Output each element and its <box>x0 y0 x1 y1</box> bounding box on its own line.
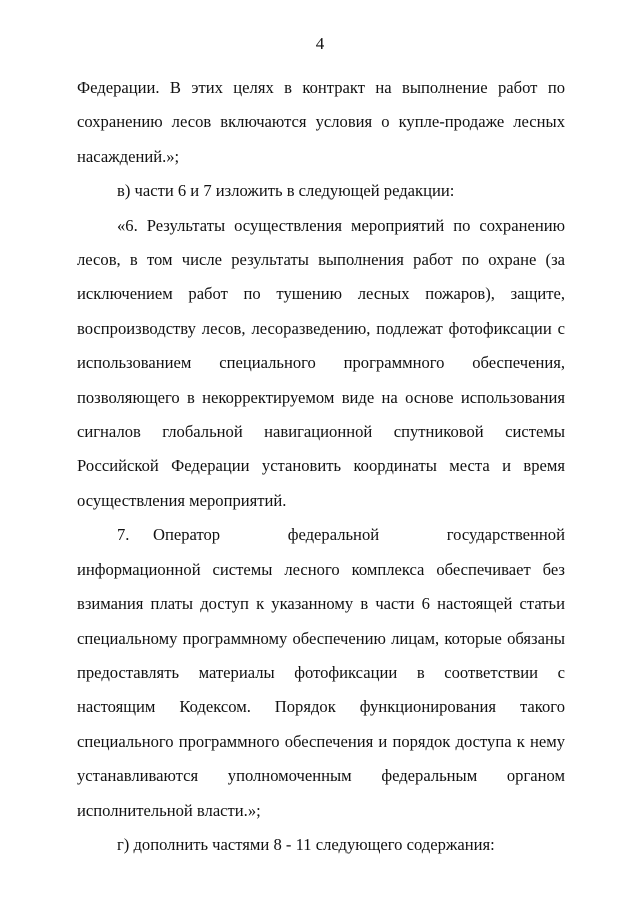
page-number: 4 <box>315 34 325 53</box>
paragraph-item-v: в) части 6 и 7 изложить в следующей редакции: <box>117 181 455 201</box>
paragraph-part-7 <box>77 518 565 828</box>
paragraph-continuation: Федерации. В этих целях в контракт на выполнение работ по сохранению лесов включаются условия о купле-продаже лесных насаждений.»; <box>77 78 565 166</box>
part-7-text: Оператор федеральной государственной информационной системы лесного комплекса обеспечивает без взимания платы доступ к указанному в части 6 настоящей статьи специальному программному обеспечению лицам, которые обязаны предоставлять материалы фотофиксации в соответствии с настоящим Кодексом. Порядок функционирования такого специального программного обеспечения и порядок доступа к нему устанавливаются уполномоченным федеральным органом исполнительной власти.»; <box>77 525 565 820</box>
part-7-number: 7. <box>117 525 130 545</box>
paragraph-item-g: г) дополнить частями 8 - 11 следующего содержания: <box>117 834 495 854</box>
document-body <box>77 71 565 862</box>
paragraph-part-6: «6. Результаты осуществления мероприятий по сохранению лесов, в том числе результаты выполнения работ по охране (за исключением работ по тушению лесных пожаров), защите, воспроизводству лесов, лесоразведению, подлежат фотофиксации с использованием специального программного обеспечения, позволяющего в некорректируемом виде на основе использования сигналов глобальной навигационной спутниковой системы Российской Федерации установить координаты места и время осуществления мероприятий. <box>77 215 565 510</box>
